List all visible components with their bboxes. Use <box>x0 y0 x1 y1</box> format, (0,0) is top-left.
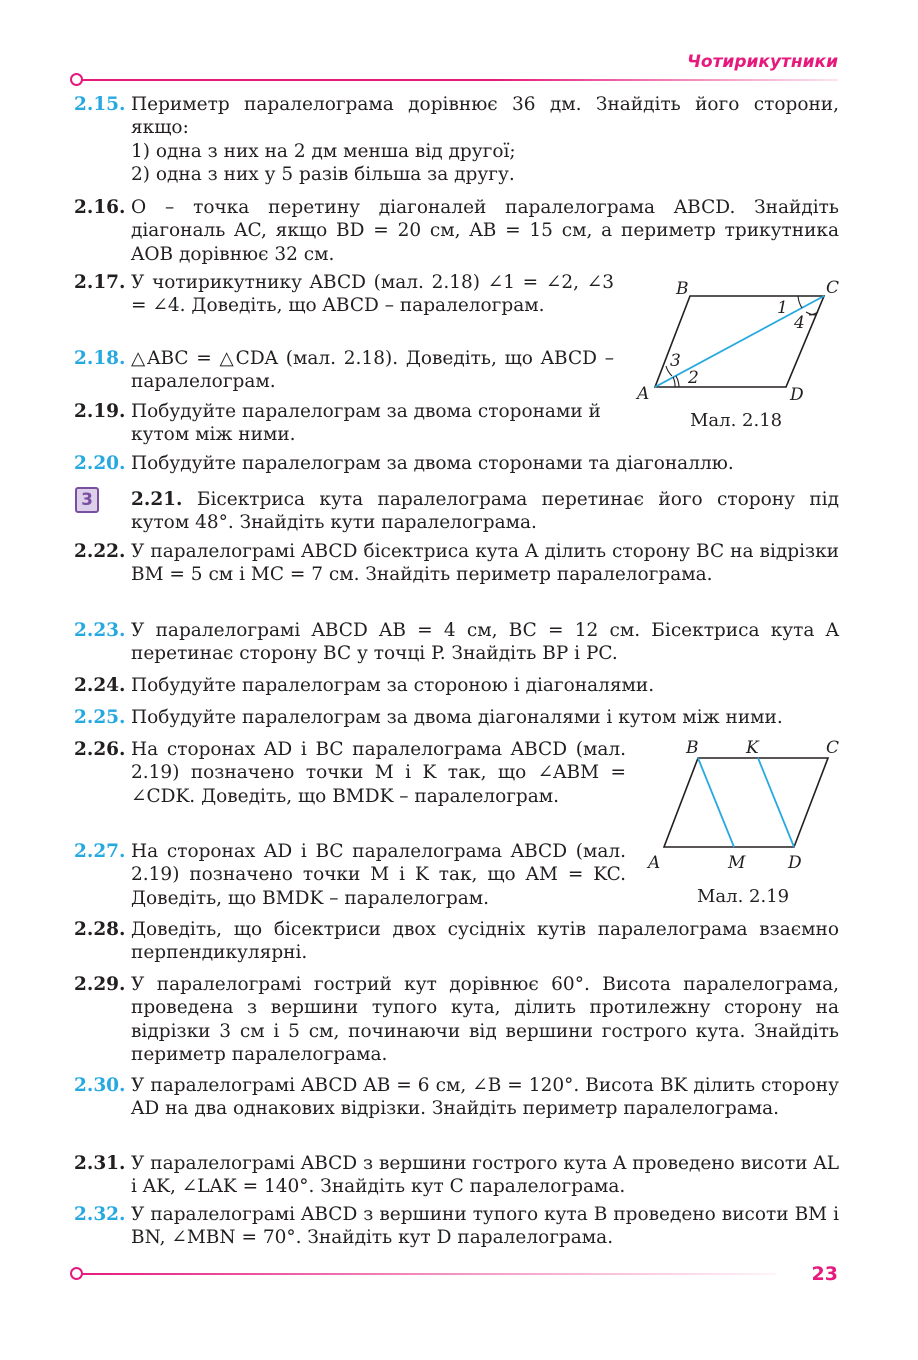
problem-number: 2.28. <box>74 919 126 940</box>
problem-text-block <box>131 488 839 535</box>
point-label-m: M <box>728 853 746 873</box>
problem-2-18 <box>74 347 614 394</box>
problem-text: У паралелограмі ABCD AB = 4 см, BC = 12 см. Бісектриса кута A перетинає сторону BC у точці P. Знайдіть BP і PC. <box>131 620 839 665</box>
parallelogram <box>664 758 828 847</box>
problem-2-30 <box>74 1074 839 1121</box>
header-rule <box>76 79 838 81</box>
segment-kd <box>758 758 794 847</box>
problem-text: У паралелограмі ABCD з вершини гострого кута A проведено висоти AL і AK, ∠LAK = 140°. Знайдіть кут C паралелограма. <box>131 1153 839 1198</box>
problem-text: Доведіть, що бісектриси двох сусідніх кутів паралелограма взаємно перпендикулярні. <box>131 919 839 964</box>
vertex-label-d: D <box>790 385 804 405</box>
angle-label-2: 2 <box>688 368 699 388</box>
vertex-label-a: A <box>637 384 650 404</box>
angle-label-4: 4 <box>794 313 805 333</box>
problem-2-31 <box>74 1152 839 1199</box>
header-rule-dot <box>70 73 83 86</box>
problem-2-16 <box>74 196 839 266</box>
problem-number: 2.30. <box>74 1075 126 1096</box>
figure-caption-2-19: Мал. 2.19 <box>697 886 790 907</box>
footer-rule <box>76 1273 776 1275</box>
vertex-label-a: A <box>648 853 661 873</box>
problem-2-22 <box>74 540 839 587</box>
angle-label-1: 1 <box>777 298 788 318</box>
problem-2-19 <box>74 400 614 447</box>
problem-2-20 <box>74 452 839 475</box>
problem-2-25 <box>74 706 839 729</box>
problem-2-26 <box>74 738 626 808</box>
problem-number: 2.21. <box>131 489 183 510</box>
vertex-label-b: B <box>676 279 689 299</box>
vertex-label-b: B <box>686 738 699 758</box>
problem-text: На сторонах AD і BC паралелограма ABCD (мал. 2.19) позначено точки M і K так, що ∠ABM = ∠CDK. Доведіть, що BMDK – паралелограм. <box>131 739 626 807</box>
problem-text: У паралелограмі ABCD з вершини тупого кута B проведено висоти BM і BN, ∠MBN = 70°. Знайдіть кут D паралелограма. <box>131 1204 839 1249</box>
problem-number: 2.32. <box>74 1204 126 1225</box>
problem-number: 2.19. <box>74 401 126 422</box>
figure-2-19 <box>640 735 850 880</box>
problem-subitem: 2) одна з них у 5 разів більша за другу. <box>131 164 515 186</box>
vertex-label-d: D <box>788 853 802 873</box>
problem-text: Побудуйте паралелограм за двома діагоналями і кутом між ними. <box>131 707 783 728</box>
problem-number: 2.24. <box>74 675 126 696</box>
segment-bm <box>698 758 734 847</box>
page-number: 23 <box>811 1263 838 1285</box>
problem-text: Побудуйте паралелограм за стороною і діагоналями. <box>131 675 655 696</box>
problem-number: 2.15. <box>74 94 126 115</box>
problem-number: 2.26. <box>74 739 126 760</box>
problem-number: 2.16. <box>74 197 126 218</box>
problem-2-23 <box>74 619 839 666</box>
point-label-k: K <box>746 738 759 758</box>
vertex-label-c: C <box>826 738 840 758</box>
section-title: Чотирикутники <box>687 52 838 72</box>
problem-text: O – точка перетину діагоналей паралелограма ABCD. Знайдіть діагональ AC, якщо BD = 20 см, AB = 15 см, а периметр трикутника AOB дорівнює 32 см. <box>131 197 839 265</box>
problem-number: 2.22. <box>74 541 126 562</box>
problem-2-27 <box>74 840 626 910</box>
vertex-label-c: C <box>826 278 840 298</box>
problem-2-17 <box>74 271 614 318</box>
figure-2-18 <box>630 276 845 406</box>
problem-2-24 <box>74 674 839 697</box>
problem-text: Побудуйте паралелограм за двома сторонами та діагоналлю. <box>131 453 734 474</box>
problem-2-32 <box>74 1203 839 1250</box>
problem-number: 2.23. <box>74 620 126 641</box>
problem-number: 2.31. <box>74 1153 126 1174</box>
problem-2-28 <box>74 918 839 965</box>
problem-2-15 <box>74 93 839 187</box>
figure-caption-2-18: Мал. 2.18 <box>690 410 783 431</box>
problem-text: Бісектриса кута паралелограма перетинає його сторону під кутом 48°. Знайдіть кути паралелограма. <box>131 489 839 534</box>
problem-number: 2.25. <box>74 707 126 728</box>
problem-number: 2.17. <box>74 272 126 293</box>
problem-number: 2.18. <box>74 348 126 369</box>
problem-text: У паралелограмі ABCD AB = 6 см, ∠B = 120°. Висота BK ділить сторону AD на два однакових відрізки. Знайдіть периметр паралелограма. <box>131 1075 839 1120</box>
problem-text: У чотирикутнику ABCD (мал. 2.18) ∠1 = ∠2, ∠3 = ∠4. Доведіть, що ABCD – паралелограм. <box>131 272 614 317</box>
footer-rule-dot <box>70 1267 83 1280</box>
problem-text: На сторонах AD і BC паралелограма ABCD (мал. 2.19) позначено точки M і K так, що AM = KC. Доведіть, що BMDK – паралелограм. <box>131 841 626 909</box>
problem-text: Побудуйте паралелограм за двома сторонами й кутом між ними. <box>131 401 601 446</box>
angle-label-3: 3 <box>670 351 681 371</box>
problem-number: 2.27. <box>74 841 126 862</box>
problem-2-29 <box>74 973 839 1067</box>
diagonal-ac <box>655 296 824 387</box>
problem-text: У паралелограмі ABCD бісектриса кута A ділить сторону BC на відрізки BM = 5 см і MC = 7 см. Знайдіть периметр паралелограма. <box>131 541 839 586</box>
problem-text: △ABC = △CDA (мал. 2.18). Доведіть, що ABCD – паралелограм. <box>131 348 614 393</box>
problem-text: Периметр паралелограма дорівнює 36 дм. Знайдіть його сторони, якщо: <box>131 94 839 139</box>
problem-number: 2.20. <box>74 453 126 474</box>
problem-subitem: 1) одна з них на 2 дм менша від другої; <box>131 140 516 162</box>
problem-text: У паралелограмі гострий кут дорівнює 60°. Висота паралелограма, проведена з вершини тупого кута, ділить протилежну сторону на відрізки 3 см і 5 см, починаючи від вершини гострого кута. Знайдіть периметр паралелограма. <box>131 974 839 1066</box>
problem-number: 2.29. <box>74 974 126 995</box>
problem-2-21 <box>131 488 839 535</box>
difficulty-level-badge: 3 <box>75 487 99 513</box>
